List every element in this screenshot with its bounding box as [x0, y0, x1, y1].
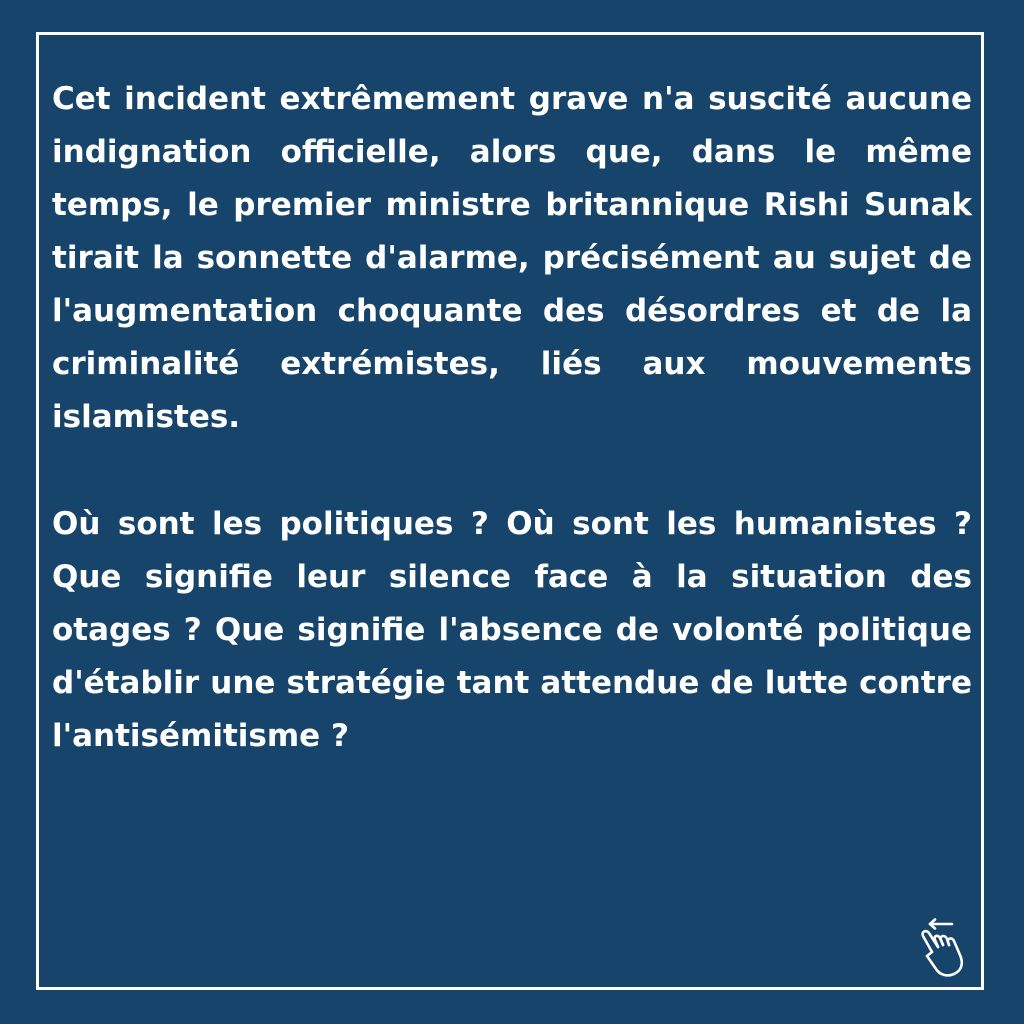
swipe-left-hand-icon[interactable] [918, 918, 974, 978]
body-paragraph-1: Cet incident extrêmement grave n'a suscité aucune indignation officielle, alors que, dans le même temps, le premier ministre britannique Rishi Sunak tirait la sonnette d'alarme, précisément au sujet de l'augmentation choquante des désordres et de la criminalité extrémistes, liés aux mouvements islamistes. [52, 81, 972, 435]
body-paragraph-2: Où sont les politiques ? Où sont les humanistes ? Que signifie leur silence face à la situation des otages ? Que signifie l'absence de volonté politique d'établir une stratégie tant attendue de lutte contre l'antisémitisme ? [52, 506, 972, 754]
